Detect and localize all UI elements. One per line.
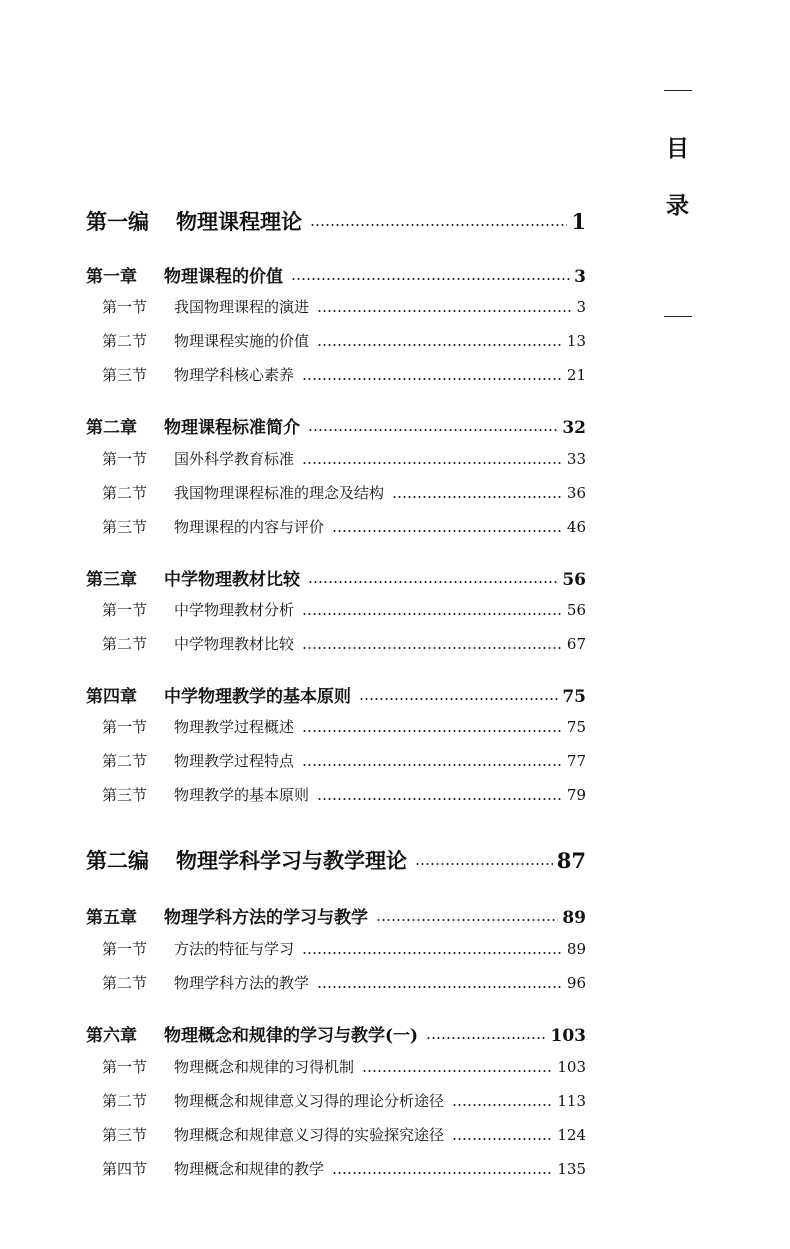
toc-section-row[interactable] [86, 1158, 586, 1179]
toc-chapter-title: 中学物理教材比较 [164, 570, 300, 590]
toc-chapter-title: 物理概念和规律的学习与教学(一) [164, 1026, 419, 1046]
toc-chapter-page: 89 [562, 908, 586, 928]
toc-section-title: 物理课程实施的价值 [174, 332, 310, 350]
dot-leader [302, 763, 563, 767]
toc-section-title: 物理概念和规律意义习得的实验探究途径 [174, 1126, 445, 1144]
toc-section-title: 国外科学教育标准 [174, 450, 295, 468]
toc-part-number: 第一编 [86, 209, 149, 234]
dot-leader [302, 461, 563, 465]
toc-chapter-row[interactable] [86, 903, 586, 928]
toc-section-page: 96 [566, 974, 586, 992]
toc-section-number: 第三节 [102, 518, 148, 536]
dot-leader [452, 1103, 553, 1107]
side-rule-top [664, 90, 692, 91]
toc-section-page: 113 [557, 1092, 586, 1110]
toc-section-title: 中学物理教材比较 [174, 635, 295, 653]
dot-leader [376, 918, 558, 922]
toc-section-row[interactable] [86, 716, 586, 737]
dot-leader [317, 309, 572, 313]
toc-chapter-number: 第二章 [86, 418, 137, 438]
toc-section-page: 21 [566, 366, 586, 384]
dot-leader [317, 797, 563, 801]
dot-leader [452, 1137, 553, 1141]
toc-section-row[interactable] [86, 784, 586, 805]
toc-section-row[interactable] [86, 633, 586, 654]
toc-chapter-row[interactable] [86, 682, 586, 707]
toc-chapter-title: 中学物理教学的基本原则 [164, 687, 351, 707]
toc-section-row[interactable] [86, 448, 586, 469]
toc-section-number: 第二节 [102, 752, 148, 770]
toc-part-page: 87 [556, 848, 586, 873]
dot-leader [332, 1171, 553, 1175]
dot-leader [332, 529, 563, 533]
toc-part-row[interactable] [86, 845, 586, 875]
toc-section-title: 物理学科方法的教学 [174, 974, 310, 992]
toc-heading-char-2: 录 [666, 192, 689, 219]
toc-section-number: 第二节 [102, 1092, 148, 1110]
toc-section-page: 103 [557, 1058, 586, 1076]
toc-section-page: 36 [566, 484, 586, 502]
dot-leader [426, 1036, 546, 1040]
dot-leader [308, 580, 558, 584]
toc-section-row[interactable] [86, 482, 586, 503]
toc-section-title: 物理概念和规律意义习得的理论分析途径 [174, 1092, 445, 1110]
toc-part-number: 第二编 [86, 848, 149, 873]
toc-section-number: 第一节 [102, 940, 148, 958]
toc-section-page: 67 [566, 635, 586, 653]
toc-section-number: 第二节 [102, 974, 148, 992]
toc-part-title: 物理学科学习与教学理论 [176, 848, 407, 873]
toc-section-number: 第一节 [102, 298, 148, 316]
toc-section-number: 第三节 [102, 366, 148, 384]
dot-leader [308, 428, 558, 432]
toc-section-title: 物理教学的基本原则 [174, 786, 310, 804]
toc-section-title: 物理概念和规律的习得机制 [174, 1058, 355, 1076]
toc-chapter-page: 103 [550, 1026, 586, 1046]
toc-section-title: 物理教学过程概述 [174, 718, 295, 736]
toc-section-title: 我国物理课程标准的理念及结构 [174, 484, 385, 502]
dot-leader [302, 377, 563, 381]
toc-chapter-number: 第四章 [86, 687, 137, 707]
toc-section-page: 79 [566, 786, 586, 804]
toc-section-row[interactable] [86, 1124, 586, 1145]
toc-part-row[interactable] [86, 206, 586, 236]
toc-chapter-row[interactable] [86, 413, 586, 438]
toc-section-row[interactable] [86, 750, 586, 771]
toc-section-number: 第一节 [102, 1058, 148, 1076]
dot-leader [310, 223, 567, 227]
toc-section-page: 46 [566, 518, 586, 536]
toc-section-number: 第三节 [102, 1126, 148, 1144]
dot-leader [317, 343, 563, 347]
dot-leader [302, 729, 563, 733]
toc-section-page: 89 [566, 940, 586, 958]
toc-section-page: 33 [566, 450, 586, 468]
toc-heading-char-1: 目 [666, 135, 689, 162]
toc-chapter-row[interactable] [86, 262, 586, 287]
toc-section-number: 第一节 [102, 450, 148, 468]
toc-section-row[interactable] [86, 1090, 586, 1111]
toc-section-page: 75 [566, 718, 586, 736]
toc-part-title: 物理课程理论 [176, 209, 302, 234]
toc-chapter-page: 32 [562, 418, 586, 438]
toc-section-number: 第二节 [102, 484, 148, 502]
dot-leader [302, 646, 563, 650]
toc-section-title: 中学物理教材分析 [174, 601, 295, 619]
toc-section-title: 我国物理课程的演进 [174, 298, 310, 316]
toc-section-title: 方法的特征与学习 [174, 940, 295, 958]
dot-leader [415, 862, 553, 866]
toc-part-page: 1 [571, 209, 586, 234]
toc-section-number: 第四节 [102, 1160, 148, 1178]
dot-leader [362, 1069, 553, 1073]
toc-chapter-page: 3 [574, 267, 586, 287]
dot-leader [302, 612, 563, 616]
toc-chapter-row[interactable] [86, 565, 586, 590]
dot-leader [359, 697, 558, 701]
toc-chapter-number: 第六章 [86, 1026, 137, 1046]
toc-section-page: 124 [557, 1126, 586, 1144]
toc-section-number: 第一节 [102, 601, 148, 619]
toc-section-page: 135 [557, 1160, 586, 1178]
toc-chapter-number: 第五章 [86, 908, 137, 928]
toc-section-page: 77 [566, 752, 586, 770]
dot-leader [317, 985, 563, 989]
toc-section-page: 56 [566, 601, 586, 619]
toc-section-number: 第二节 [102, 635, 148, 653]
toc-section-title: 物理课程的内容与评价 [174, 518, 325, 536]
toc-section-title: 物理学科核心素养 [174, 366, 295, 384]
toc-chapter-title: 物理课程标准简介 [164, 418, 300, 438]
toc-section-row[interactable] [86, 330, 586, 351]
dot-leader [392, 495, 563, 499]
toc-section-row[interactable] [86, 1056, 586, 1077]
toc-section-row[interactable] [86, 364, 586, 385]
toc-section-row[interactable] [86, 938, 586, 959]
toc-section-row[interactable] [86, 599, 586, 620]
toc-section-page: 3 [576, 298, 586, 316]
dot-leader [291, 277, 570, 281]
toc-section-row[interactable] [86, 296, 586, 317]
toc-chapter-title: 物理学科方法的学习与教学 [164, 908, 368, 928]
toc-chapter-title: 物理课程的价值 [164, 267, 283, 287]
toc-section-title: 物理教学过程特点 [174, 752, 295, 770]
toc-section-number: 第一节 [102, 718, 148, 736]
toc-section-number: 第三节 [102, 786, 148, 804]
side-rule-bottom [664, 316, 692, 317]
dot-leader [302, 951, 563, 955]
toc-section-title: 物理概念和规律的教学 [174, 1160, 325, 1178]
toc-section-row[interactable] [86, 516, 586, 537]
toc-section-number: 第二节 [102, 332, 148, 350]
toc-chapter-number: 第三章 [86, 570, 137, 590]
toc-chapter-row[interactable] [86, 1021, 586, 1046]
toc-section-row[interactable] [86, 972, 586, 993]
toc-chapter-number: 第一章 [86, 267, 137, 287]
toc-chapter-page: 75 [562, 687, 586, 707]
toc-section-page: 13 [566, 332, 586, 350]
toc-chapter-page: 56 [562, 570, 586, 590]
